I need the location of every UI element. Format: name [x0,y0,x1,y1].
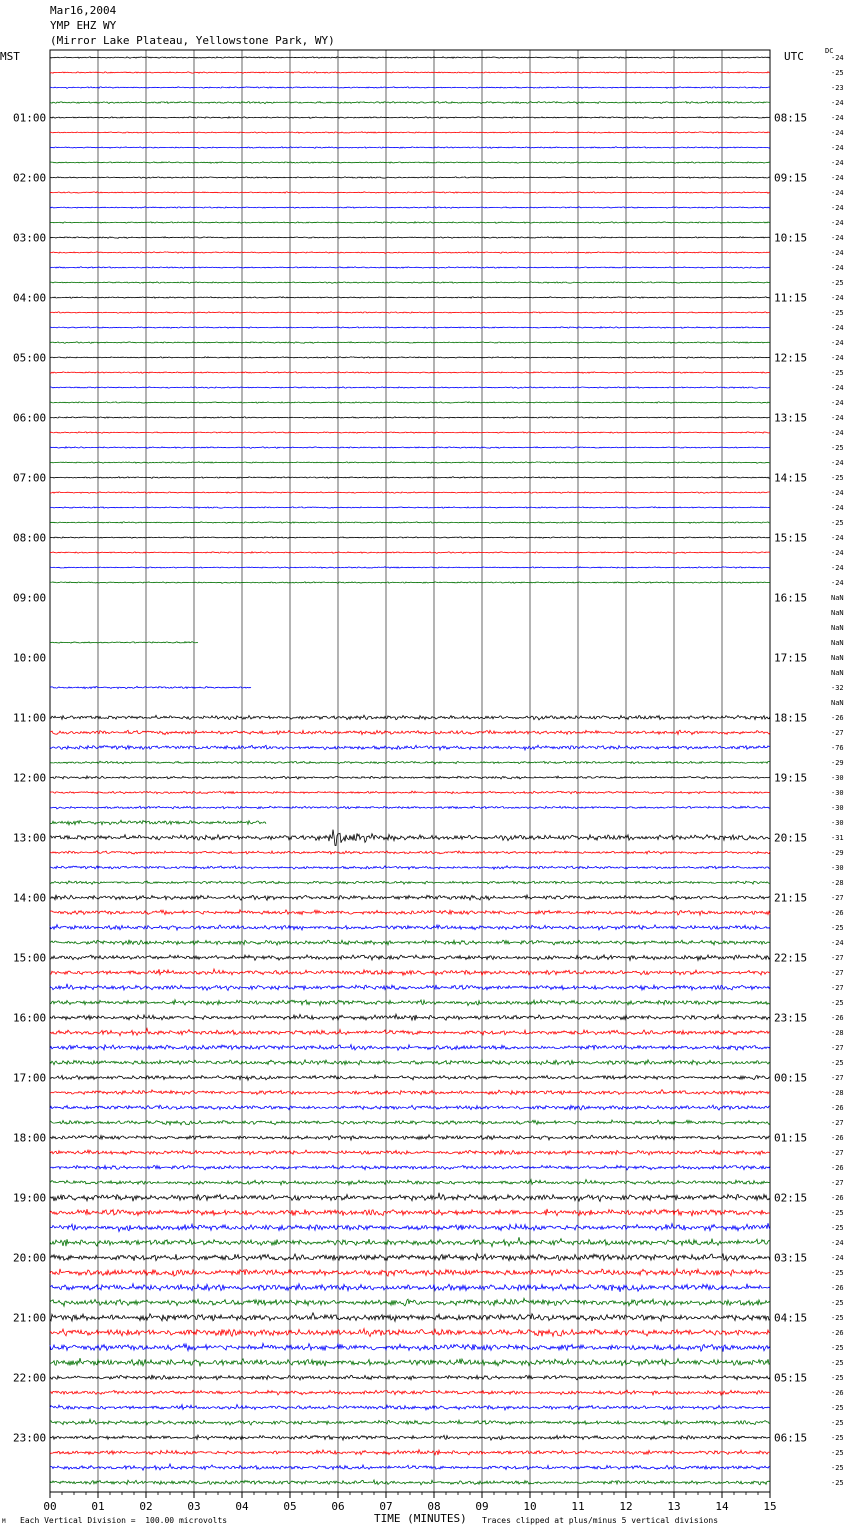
dc-offset-label: -25 [831,1344,844,1352]
dc-offset-label: -31 [831,834,844,842]
left-hour-label: 11:00 [13,711,47,725]
dc-offset-label: -24 [831,249,844,257]
right-hour-label: 03:15 [774,1251,808,1265]
dc-offset-label: -24 [831,384,844,392]
right-hour-label: 10:15 [774,231,808,245]
left-hour-label: 09:00 [13,591,47,605]
dc-offset-label: -25 [831,444,844,452]
left-hour-label: 10:00 [13,651,47,665]
dc-offset-label: -27 [831,1149,844,1157]
right-axis-label: UTC [784,50,804,63]
right-hour-label: 19:15 [774,771,808,785]
trace-row-67 [50,1060,770,1065]
dc-offset-label: -24 [831,114,844,122]
trace-row-7 [50,162,770,164]
trace-row-8 [50,177,770,179]
dc-offset-label: -27 [831,894,844,902]
left-hour-label: 21:00 [13,1311,47,1325]
footer-corner-mark: M [2,1518,6,1525]
dc-offset-label: -28 [831,879,844,887]
trace-row-18 [50,327,770,329]
dc-offset-label: -24 [831,219,844,227]
trace-row-21 [50,372,770,374]
dc-offset-label: -24 [831,459,844,467]
left-hour-label: 04:00 [13,291,47,305]
left-hour-label: 16:00 [13,1011,47,1025]
left-hour-label: 05:00 [13,351,47,365]
x-tick-label: 00 [43,1500,57,1513]
dc-offset-label: -25 [831,474,844,482]
x-tick-label: 06 [331,1500,345,1513]
dc-offset-label: -25 [831,1464,844,1472]
dc-offset-label: -27 [831,1119,844,1127]
left-hour-label: 18:00 [13,1131,47,1145]
left-hour-label: 03:00 [13,231,47,245]
dc-offset-label: -24 [831,399,844,407]
trace-row-11 [50,222,770,224]
trace-row-28 [50,477,770,479]
trace-row-42 [50,686,251,688]
trace-row-48 [50,776,770,779]
dc-offset-label: -30 [831,789,844,797]
trace-row-46 [50,745,770,750]
trace-row-49 [50,791,770,794]
trace-row-50 [50,806,770,809]
dc-offset-label: -25 [831,1374,844,1382]
trace-row-65 [50,1028,770,1035]
x-tick-label: 05 [283,1500,297,1513]
trace-row-95 [50,1480,770,1485]
trace-row-23 [50,402,770,403]
x-tick-label: 10 [523,1500,537,1513]
dc-offset-label: -27 [831,1044,844,1052]
dc-offset-label: -28 [831,1089,844,1097]
dc-offset-label: -25 [831,69,844,77]
right-hour-label: 04:15 [774,1311,808,1325]
dc-offset-label: -24 [831,99,844,107]
trace-row-6 [50,147,770,149]
dc-offset-label: -25 [831,369,844,377]
trace-row-62 [50,984,770,991]
dc-offset-label: -24 [831,159,844,167]
x-tick-label: 01 [91,1500,105,1513]
dc-offset-label: -28 [831,1029,844,1037]
trace-row-29 [50,492,770,494]
left-hour-label: 06:00 [13,411,47,425]
trace-row-9 [50,192,770,194]
dc-offset-label: -25 [831,279,844,287]
x-tick-label: 13 [667,1500,681,1513]
dc-offset-label: -24 [831,939,844,947]
trace-row-85 [50,1329,770,1337]
dc-offset-label: -25 [831,1314,844,1322]
right-hour-label: 11:15 [774,291,808,305]
dc-offset-label: -24 [831,294,844,302]
trace-row-63 [50,1000,770,1006]
dc-offset-label: -26 [831,1164,844,1172]
dc-offset-label: -27 [831,984,844,992]
dc-offset-label: -25 [831,1224,844,1232]
right-hour-label: 20:15 [774,831,808,845]
dc-offset-label: -27 [831,729,844,737]
trace-row-17 [50,312,770,314]
right-hour-label: 12:15 [774,351,808,365]
trace-row-82 [50,1284,770,1292]
x-tick-label: 08 [427,1500,441,1513]
x-tick-label: 11 [571,1500,585,1513]
dc-offset-label: -26 [831,1389,844,1397]
trace-row-76 [50,1193,770,1202]
trace-row-15 [50,282,770,284]
left-hour-label: 02:00 [13,171,47,185]
trace-row-75 [50,1179,770,1184]
right-hour-label: 01:15 [774,1131,808,1145]
dc-offset-label: -25 [831,309,844,317]
trace-row-2 [50,87,770,89]
trace-row-22 [50,387,770,389]
trace-row-86 [50,1343,770,1351]
dc-offset-label: -30 [831,774,844,782]
trace-row-78 [50,1223,770,1231]
right-hour-label: 17:15 [774,651,808,665]
trace-row-72 [50,1135,770,1140]
dc-offset-label: NaN [831,624,844,632]
dc-offset-label: -24 [831,204,844,212]
dc-offset-label: -24 [831,264,844,272]
right-hour-label: 08:15 [774,111,808,125]
left-hour-label: 08:00 [13,531,47,545]
right-hour-label: 09:15 [774,171,808,185]
dc-offset-label: NaN [831,594,844,602]
left-hour-label: 07:00 [13,471,47,485]
header-station: YMP EHZ WY [50,19,117,32]
right-hour-label: 15:15 [774,531,808,545]
trace-row-74 [50,1165,770,1170]
trace-row-56 [50,895,770,901]
right-hour-label: 06:15 [774,1431,808,1445]
x-tick-label: 15 [763,1500,777,1513]
trace-row-64 [50,1014,770,1020]
trace-row-34 [50,567,770,569]
dc-offset-label: -25 [831,1479,844,1487]
trace-row-53 [50,851,770,854]
trace-row-87 [50,1358,770,1366]
dc-offset-label: -25 [831,1449,844,1457]
dc-offset-label: -23 [831,84,844,92]
dc-offset-label: -32 [831,684,844,692]
dc-offset-label: NaN [831,639,844,647]
trace-row-32 [50,537,770,539]
dc-offset-label: -24 [831,189,844,197]
right-hour-label: 23:15 [774,1011,808,1025]
dc-offset-label: -24 [831,564,844,572]
dc-offset-label: -24 [831,129,844,137]
trace-row-92 [50,1435,770,1440]
trace-row-55 [50,881,770,884]
left-hour-label: 19:00 [13,1191,47,1205]
trace-row-83 [50,1298,770,1306]
trace-row-51 [50,820,266,825]
trace-row-60 [50,955,770,961]
dc-offset-label: -24 [831,579,844,587]
dc-offset-label: -24 [831,339,844,347]
x-tick-label: 14 [715,1500,729,1513]
trace-row-5 [50,132,770,134]
right-hour-label: 21:15 [774,891,808,905]
trace-row-26 [50,447,770,449]
header-date: Mar16,2004 [50,4,117,17]
trace-row-79 [50,1237,770,1246]
dc-offset-label: -24 [831,429,844,437]
trace-row-70 [50,1105,770,1110]
dc-offset-label: -24 [831,1239,844,1247]
dc-offset-label: -27 [831,969,844,977]
dc-offset-label: NaN [831,654,844,662]
right-hour-label: 18:15 [774,711,808,725]
dc-offset-label: -25 [831,519,844,527]
trace-row-20 [50,357,770,359]
plot-frame [50,50,770,1492]
trace-row-91 [50,1419,770,1425]
x-tick-label: 03 [187,1500,201,1513]
left-hour-label: 13:00 [13,831,47,845]
trace-row-52 [50,830,770,846]
left-hour-label: 17:00 [13,1071,47,1085]
dc-offset-label: -26 [831,1134,844,1142]
footer-clip-note: Traces clipped at plus/minus 5 vertical divisions [482,1516,719,1525]
trace-row-93 [50,1450,770,1455]
left-hour-label: 14:00 [13,891,47,905]
right-hour-label: 22:15 [774,951,808,965]
trace-row-58 [50,925,770,931]
x-axis-label: TIME (MINUTES) [374,1512,467,1525]
dc-offset-label: -25 [831,1434,844,1442]
dc-offset-label: -24 [831,234,844,242]
trace-row-33 [50,552,770,554]
dc-offset-label: -25 [831,1299,844,1307]
trace-row-3 [50,101,770,103]
dc-offset-label: -25 [831,1359,844,1367]
x-tick-label: 04 [235,1500,249,1513]
dc-offset-label: -24 [831,54,844,62]
dc-offset-label: -29 [831,849,844,857]
dc-offset-label: -30 [831,864,844,872]
trace-row-90 [50,1404,770,1410]
trace-row-89 [50,1390,770,1395]
dc-offset-label: -24 [831,414,844,422]
dc-offset-label: -25 [831,1209,844,1217]
left-hour-label: 01:00 [13,111,47,125]
dc-offset-label: -26 [831,1014,844,1022]
trace-row-81 [50,1269,770,1276]
dc-offset-label: -24 [831,174,844,182]
trace-row-69 [50,1090,770,1095]
dc-offset-label: -25 [831,924,844,932]
trace-row-61 [50,969,770,975]
x-tick-label: 12 [619,1500,633,1513]
trace-row-10 [50,207,770,209]
trace-row-73 [50,1150,770,1155]
dc-offset-label: -25 [831,1419,844,1427]
trace-row-88 [50,1375,770,1380]
trace-row-27 [50,462,770,464]
trace-row-54 [50,866,770,870]
dc-offset-label: -24 [831,324,844,332]
dc-offset-label: -25 [831,1059,844,1067]
dc-offset-label: -24 [831,549,844,557]
dc-offset-label: -25 [831,1404,844,1412]
trace-row-94 [50,1464,770,1470]
dc-offset-label: -24 [831,489,844,497]
trace-row-66 [50,1045,770,1051]
x-tick-label: 02 [139,1500,153,1513]
dc-label: DC [825,47,834,55]
trace-row-19 [50,342,770,344]
dc-offset-label: -25 [831,1269,844,1277]
dc-offset-label: NaN [831,669,844,677]
header-location: (Mirror Lake Plateau, Yellowstone Park, WY) [50,34,335,47]
trace-row-25 [50,432,770,434]
dc-offset-label: NaN [831,609,844,617]
dc-offset-label: -26 [831,1284,844,1292]
trace-row-47 [50,761,770,764]
trace-row-35 [50,582,770,584]
dc-offset-label: -26 [831,714,844,722]
trace-row-57 [50,910,770,915]
x-tick-label: 07 [379,1500,393,1513]
trace-row-59 [50,940,770,945]
trace-row-80 [50,1254,770,1262]
left-axis-label: MST [0,50,20,63]
trace-row-30 [50,507,770,508]
footer-scale-note: Each Vertical Division = 100.00 microvolts [20,1516,228,1525]
trace-row-12 [50,237,770,239]
left-hour-label: 23:00 [13,1431,47,1445]
dc-offset-label: -24 [831,1254,844,1262]
right-hour-label: 14:15 [774,471,808,485]
dc-offset-label: -26 [831,1329,844,1337]
trace-row-45 [50,730,770,734]
dc-offset-label: -27 [831,1074,844,1082]
dc-offset-label: NaN [831,699,844,707]
trace-row-44 [50,715,770,720]
dc-offset-label: -29 [831,759,844,767]
dc-offset-label: -26 [831,1104,844,1112]
trace-row-71 [50,1120,770,1125]
trace-row-39 [50,642,198,644]
left-hour-label: 15:00 [13,951,47,965]
x-tick-label: 09 [475,1500,489,1513]
right-hour-label: 16:15 [774,591,808,605]
trace-row-84 [50,1313,770,1322]
trace-row-77 [50,1209,770,1216]
dc-offset-label: -30 [831,819,844,827]
trace-row-13 [50,252,770,254]
right-hour-label: 02:15 [774,1191,808,1205]
dc-offset-label: -27 [831,1179,844,1187]
trace-row-0 [50,57,770,59]
trace-row-68 [50,1075,770,1080]
left-hour-label: 22:00 [13,1371,47,1385]
right-hour-label: 05:15 [774,1371,808,1385]
dc-offset-label: -24 [831,504,844,512]
trace-row-14 [50,267,770,269]
dc-offset-label: -26 [831,1194,844,1202]
dc-offset-label: -30 [831,804,844,812]
trace-row-1 [50,72,770,74]
trace-row-16 [50,297,770,298]
dc-offset-label: -24 [831,144,844,152]
trace-row-31 [50,522,770,524]
dc-offset-label: -24 [831,534,844,542]
dc-offset-label: -25 [831,999,844,1007]
left-hour-label: 20:00 [13,1251,47,1265]
left-hour-label: 12:00 [13,771,47,785]
dc-offset-label: -76 [831,744,844,752]
dc-offset-label: -27 [831,954,844,962]
trace-row-24 [50,417,770,419]
dc-offset-label: -24 [831,354,844,362]
dc-offset-label: -26 [831,909,844,917]
right-hour-label: 13:15 [774,411,808,425]
right-hour-label: 00:15 [774,1071,808,1085]
trace-row-4 [50,117,770,119]
